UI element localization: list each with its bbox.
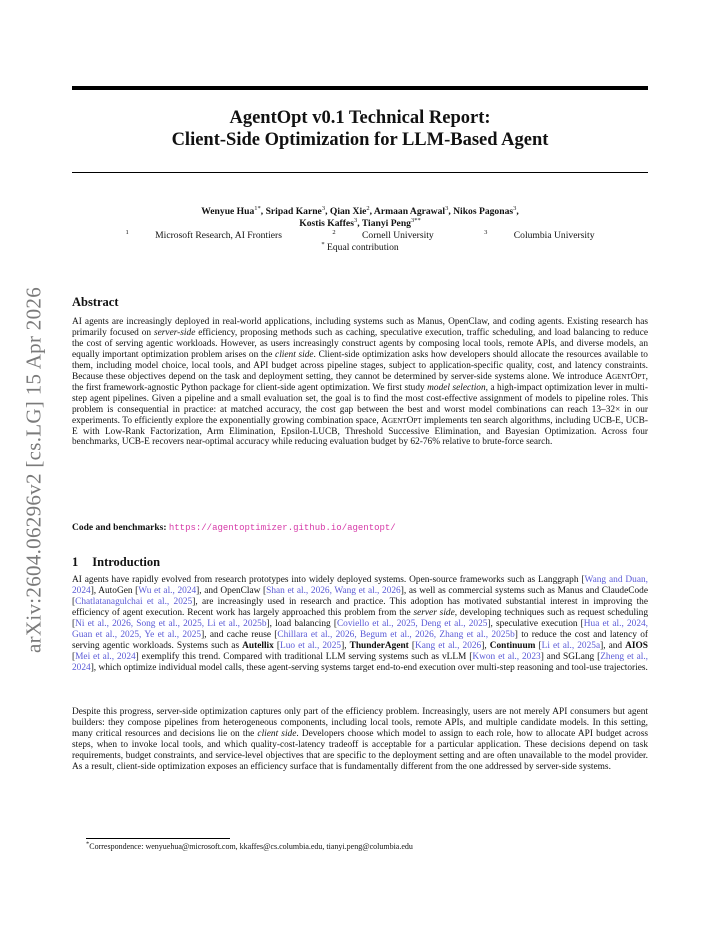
abstract-heading: Abstract bbox=[72, 295, 119, 309]
author-block bbox=[72, 206, 648, 254]
title-bottom-rule bbox=[72, 172, 648, 173]
author-name: Sripad Karne bbox=[265, 206, 322, 217]
footnote: *Correspondence: wenyuehua@microsoft.com, kkaffes@cs.columbia.edu, tianyi.peng@columbia.edu bbox=[86, 840, 413, 851]
affiliation: 2 Cornell University bbox=[332, 228, 434, 241]
equal-contribution-note: * Equal contribution bbox=[321, 240, 399, 253]
paper-title bbox=[72, 107, 648, 151]
footnote-rule bbox=[86, 838, 230, 839]
arxiv-identifier: arXiv:2604.06296v2 [cs.LG] 15 Apr 2026 bbox=[21, 286, 46, 654]
introduction-heading bbox=[72, 555, 160, 570]
affiliations bbox=[72, 230, 648, 242]
code-url-link[interactable]: https://agentoptimizer.github.io/agentopt/ bbox=[168, 523, 396, 533]
arxiv-side-stamp bbox=[0, 0, 60, 932]
intro-paragraph-2: Despite this progress, server-side optimization captures only part of the efficiency problem. Increasingly, users are not merely API consumers but agent builders: they compose pipelines from heterogeneous components, including local tools, remote APIs, and multiple candidate models. In this setting, many critical resources and decisions lie on the client side. Developers choose which model to assign to each role, how to allocate API budget across steps, when to invoke local tools, and which quality-cost-latency tradeoff is acceptable for a particular application. These decisions depend on task requirements, budget constraints, and service-level objectives that are specific to the deployment setting and are often unavailable to the model provider. As a result, client-side optimization exposes an efficiency surface that is fundamentally different from the one addressed by server-side systems. bbox=[72, 707, 648, 772]
author-names-line-2: Kostis Kaffes$^3$, Tianyi Peng$^{3**}$ bbox=[299, 216, 421, 229]
code-label: Code and benchmarks: bbox=[72, 523, 167, 533]
author-name: Kostis Kaffes bbox=[299, 218, 354, 229]
author-names-line-1: Wenyue Hua$^{1*}$, Sripad Karne$^3$, Qian Xie$^2$, Armaan Agrawal$^3$, Nikos Pagonas$^3$, bbox=[201, 204, 519, 217]
author-name: Tianyi Peng bbox=[361, 218, 411, 229]
title-line-2: Client-Side Optimization for LLM-Based Agent bbox=[171, 130, 549, 150]
author-name: Armaan Agrawal bbox=[373, 206, 446, 217]
author-name: Qian Xie bbox=[329, 206, 367, 217]
section-number: 1 bbox=[72, 555, 79, 569]
title-line-1: AgentOpt v0.1 Technical Report: bbox=[229, 108, 491, 128]
author-name: Nikos Pagonas bbox=[453, 206, 514, 217]
author-name: Wenyue Hua bbox=[201, 206, 255, 217]
affiliation: 1 Microsoft Research, AI Frontiers bbox=[125, 228, 282, 241]
code-benchmarks-line bbox=[72, 523, 396, 533]
abstract-body: AI agents are increasingly deployed in real-world applications, including systems such as Manus, OpenClaw, and coding agents. Existing research has primarily focused on server-side efficiency, proposing methods such as caching, speculative execution, traffic scheduling, and load balancing to reduce the cost of serving agentic workloads. However, as users increasingly construct agents by composing local tools, remote APIs, and diverse models, an equally important optimization problem arises on the client side. Client-side optimization asks how developers should allocate the resources available to them, including model choice, local tools, and API budget across pipeline stages, subject to application-specific quality, cost, and latency constraints. Because these objectives depend on the task and deployment setting, they cannot be determined by server-side systems alone. We introduce AgentOpt, the first framework-agnostic Python package for client-side agent optimization. We first study model selection, a high-impact optimization lever in multi-step agent pipelines. Given a pipeline and a small evaluation set, the goal is to find the most cost-effective assignment of models to pipeline roles. This problem is consequential in practice: at matched accuracy, the cost gap between the best and worst model combinations can reach 13–32× in our experiments. To efficiently explore the exponentially growing combination space, AgentOpt implements ten search algorithms, including UCB-E, UCB-E with Low-Rank Factorization, Arm Elimination, Epsilon-LUCB, Threshold Successive Elimination, and Bayesian Optimization. Across four benchmarks, UCB-E recovers near-optimal accuracy while reducing evaluation budget by 62-76% relative to brute-force search. bbox=[72, 317, 648, 448]
intro-paragraph-1: AI agents have rapidly evolved from research prototypes into widely deployed systems. Open-source frameworks such as Langgraph [Wang and Duan, 2024], AutoGen [Wu et al., 2024], and OpenClaw [Shan et al., 2026, Wang et al., 2026], as well as commercial systems such as Manus and ClaudeCode [Chatlatanagulchai et al., 2025], are increasingly used in research and practice. This adoption has motivated substantial interest in improving the efficiency of agent execution. Recent work has largely approached this problem from the server side, developing techniques such as request scheduling [Ni et al., 2026, Song et al., 2025, Li et al., 2025b], load balancing [Coviello et al., 2025, Deng et al., 2025], speculative execution [Hua et al., 2024, Guan et al., 2025, Ye et al., 2025], and cache reuse [Chillara et al., 2026, Begum et al., 2026, Zhang et al., 2025b] to reduce the cost and latency of serving agentic workloads. Systems such as Autellix [Luo et al., 2025], ThunderAgent [Kang et al., 2026], Continuum [Li et al., 2025a], and AIOS [Mei et al., 2024] exemplify this trend. Compared with traditional LLM serving systems such as vLLM [Kwon et al., 2023] and SGLang [Zheng et al., 2024], which optimize individual model calls, these agent-serving systems target end-to-end execution over multi-step reasoning and tool-use trajectories. bbox=[72, 575, 649, 673]
title-top-rule bbox=[72, 86, 648, 90]
section-title: Introduction bbox=[92, 555, 161, 569]
affiliation: 3 Columbia University bbox=[484, 228, 595, 241]
